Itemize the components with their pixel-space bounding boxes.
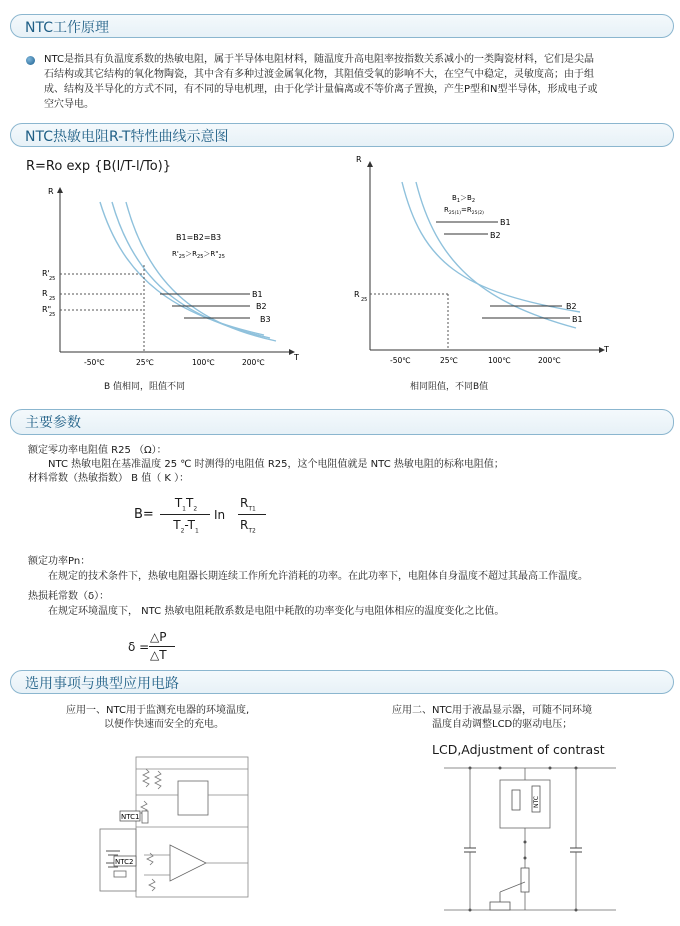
condition-text: $R_{25(1)}=R_{25(2)}$ [444, 206, 484, 216]
section-header-apps [10, 670, 674, 694]
series-label: B1 [500, 218, 511, 227]
intro-line: 石结构或其它结构的氧化物陶瓷，其中含有多种过渡金属氧化物，其阻值受氧的影响不大，在空气中稳定，灵敏度高；由于组 [44, 69, 594, 80]
tick-label: 100℃ [488, 356, 511, 365]
resistor-icon [512, 790, 520, 810]
lcd-title: LCD,Adjustment of contrast [432, 742, 605, 757]
r-numerator: $R_{T1}$ [240, 496, 256, 513]
axis-label-t: T [604, 345, 609, 354]
param-body: NTC 热敏电阻在基准温度 25 ℃ 时测得的电阻值 R25，这个电阻值就是 NTC 热敏电阻的标称电阻值； [48, 459, 504, 470]
delta-numerator: △P [150, 630, 167, 644]
fraction-bar [149, 646, 175, 647]
series-label: B2 [566, 302, 577, 311]
app2-text: 温度自动调整LCD的驱动电压； [432, 719, 573, 730]
charger-circuit-diagram [94, 755, 284, 905]
ln-symbol: In [214, 508, 226, 522]
ntc1-label: NTC1 [121, 813, 140, 821]
section-title: 主要参数 [25, 415, 81, 431]
curve-b1 [100, 202, 264, 335]
ntc2-resistor-icon [114, 871, 126, 877]
tick-sub: 25 [361, 297, 368, 303]
tick-label-r1: R' [42, 269, 50, 278]
rt-formula: R=Ro exp {B(l/T-l/To)} [26, 159, 172, 174]
fraction-bar [160, 514, 210, 515]
intro-line: NTC是指具有负温度系数的热敏电阻，属于半导体电阻材料，随温度升高电阻率按指数关系减小的一类陶瓷材料，它们是尖晶 [44, 54, 594, 65]
intro-line: 成、结构及半导化的方式不同，有不同的导电机理，由于化学计量偏离或不等价离子置换，产生P型和N型半导体，形成电子或 [44, 84, 598, 95]
tick-label-r3: R" [42, 305, 52, 314]
condition-text: B1=B2=B3 [176, 233, 222, 242]
fraction-bar [238, 514, 266, 515]
b-formula-denominator: $T_2-T_1$ [173, 518, 199, 535]
lcd-contrast-circuit-diagram [440, 762, 620, 920]
param-title: 额定零功率电阻值 R25 （Ω）： [28, 445, 167, 456]
app1-text: 以便作快速而安全的充电。 [104, 719, 224, 730]
axis-label-r: R [356, 155, 362, 164]
param-title: 材料常数（热敏指数） B 值（ K ）： [28, 473, 190, 484]
ntc2-label: NTC2 [115, 858, 134, 866]
section-title: NTC热敏电阻R-T特性曲线示意图 [25, 129, 229, 145]
tick-label: 200℃ [242, 358, 265, 367]
series-label: B3 [260, 315, 271, 324]
param-body: 在规定的技术条件下，热敏电阻器长期连续工作所允许消耗的功率。在此功率下，电阻体自身温度不超过其最高工作温度。 [48, 571, 588, 582]
intro-paragraph [44, 53, 674, 67]
tick-sub: 25 [49, 312, 56, 318]
potentiometer-icon [490, 902, 510, 910]
tick-label: 25℃ [440, 356, 458, 365]
ntc-vertical-label: NTC [533, 796, 540, 808]
tick-label: -50℃ [390, 356, 411, 365]
series-label: B2 [256, 302, 267, 311]
b-formula-label: B= [134, 507, 154, 522]
rt-chart-same-r [340, 152, 640, 377]
tick-sub: 25 [49, 296, 56, 302]
intro-line: 空穴导电。 [44, 99, 94, 110]
param-title: 额定功率Pn： [28, 556, 91, 567]
rt-chart-same-b [24, 180, 324, 395]
chart-caption: 相同阻值，不同B值 [410, 382, 489, 392]
ntc1-resistor-icon [142, 811, 148, 823]
param-body: 在规定环境温度下， NTC 热敏电阻耗散系数是电阻中耗散的功率变化与电阻体相应的温度变化之比值。 [48, 606, 505, 617]
section-title: 选用事项与典型应用电路 [25, 676, 179, 692]
tick-label: 25℃ [136, 358, 154, 367]
series-label: B1 [252, 290, 263, 299]
axis-label-t: T [294, 353, 299, 362]
r-denominator: $R_{T2}$ [240, 518, 256, 535]
tick-label-r2: R [42, 289, 48, 298]
op-amp-icon [170, 845, 206, 881]
section-title: NTC工作原理 [25, 20, 109, 36]
tick-label-r25: R [354, 290, 360, 299]
condition-text: $B_1>B_2$ [452, 194, 475, 204]
tick-label: 100℃ [192, 358, 215, 367]
series-label: B1 [572, 315, 583, 324]
tick-sub: 25 [49, 276, 56, 282]
resistor-icon [521, 868, 529, 892]
app2-text: 应用二、NTC用于液晶显示器，可随不同环境 [392, 705, 592, 716]
axis-label-r: R [48, 187, 54, 196]
tick-label: -50℃ [84, 358, 105, 367]
condition-text: $R'_{25}>R_{25}>R"_{25}$ [172, 250, 225, 260]
delta-label: δ = [128, 640, 150, 654]
section-header-rt-curve [10, 123, 674, 147]
series-label: B2 [490, 231, 501, 240]
chart-caption: B 值相同，阻值不同 [104, 382, 186, 392]
curve-b3 [126, 202, 276, 341]
section-header-ntc-principle [10, 14, 674, 38]
b-formula-numerator: $T_1T_2$ [174, 496, 198, 513]
app1-text: 应用一、NTC用于监测充电器的环境温度, [66, 705, 250, 716]
tick-label: 200℃ [538, 356, 561, 365]
param-title: 热损耗常数（δ）： [28, 591, 110, 602]
bullet-icon [26, 56, 35, 65]
section-header-params [10, 409, 674, 435]
delta-denominator: △T [150, 648, 167, 662]
